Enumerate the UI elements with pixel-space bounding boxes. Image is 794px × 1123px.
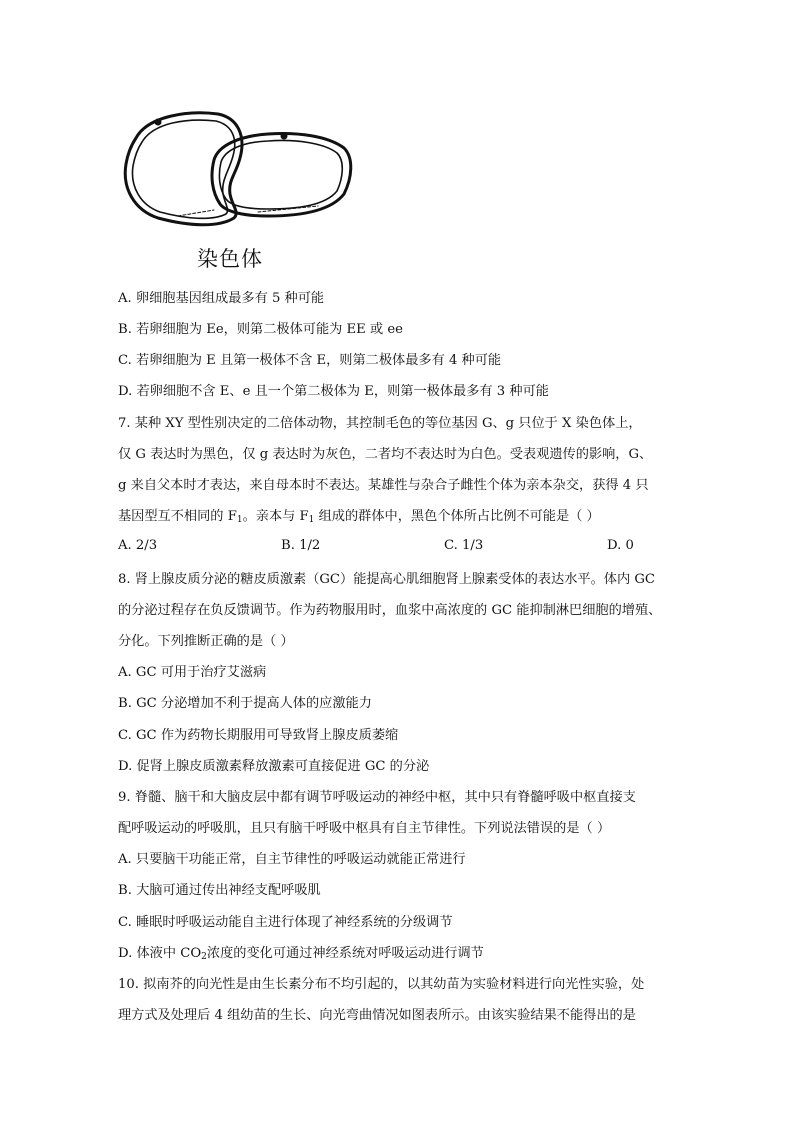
q9-stem-line: 配呼吸运动的呼吸肌，且只有脑干呼吸中枢具有自主节律性。下列说法错误的是（ ） xyxy=(118,821,611,836)
figure-caption: 染色体 xyxy=(197,247,263,271)
q8-stem-line: 8. 肾上腺皮质分泌的糖皮质激素（GC）能提高心肌细胞肾上腺素受体的表达水平。体内 GC xyxy=(118,572,655,587)
q6-option-c: C. 若卵细胞为 E 且第一极体不含 E，则第二极体最多有 4 种可能 xyxy=(118,353,502,368)
q10-stem-line: 10. 拟南芥的向光性是由生长素分布不均引起的，以其幼苗为实验材料进行向光性实验，处 xyxy=(118,977,645,992)
q9-option-d: D. 体液中 $CO_2$浓度的变化可通过神经系统对呼吸运动进行调节 xyxy=(118,946,484,962)
q7-stem-line: 基因型互不相同的 $F_1$。亲本与 $F_1$ 组成的群体中，黑色个体所占比例不可能是（ ） xyxy=(118,509,600,525)
q6-option-a: A. 卵细胞基因组成最多有 5 种可能 xyxy=(118,291,325,306)
q8-option-a: A. GC 可用于治疗艾滋病 xyxy=(118,665,267,680)
q7-option-c: C. 1/3 xyxy=(444,538,484,553)
chromosome-drawing xyxy=(118,108,358,248)
right-chromatid-inner xyxy=(219,141,342,210)
q7-option-b: B. 1/2 xyxy=(281,538,321,553)
q8-stem-line: 的分泌过程存在负反馈调节。作为药物服用时，血浆中高浓度的 GC 能抑制淋巴细胞的增殖、 xyxy=(118,603,662,618)
q8-option-b: B. GC 分泌增加不利于提高人体的应激能力 xyxy=(118,696,372,711)
q9-option-a: A. 只要脑干功能正常，自主节律性的呼吸运动就能正常进行 xyxy=(118,852,466,867)
q6-option-b: B. 若卵细胞为 Ee，则第二极体可能为 EE 或 ee xyxy=(118,322,403,337)
q9-option-c: C. 睡眠时呼吸运动能自主进行体现了神经系统的分级调节 xyxy=(118,915,453,930)
q8-option-c: C. GC 作为药物长期服用可导致肾上腺皮质萎缩 xyxy=(118,728,399,743)
chromosome-figure xyxy=(118,108,358,278)
q7-stem-line: 仅 G 表达时为黑色，仅 g 表达时为灰色，二者均不表达时为白色。受表观遗传的影响，G、 xyxy=(118,447,653,462)
q8-option-d: D. 促肾上腺皮质激素释放激素可直接促进 GC 的分泌 xyxy=(118,759,430,774)
centromere-left xyxy=(155,119,162,126)
q6-option-d: D. 若卵细胞不含 E、e 且一个第二极体为 E，则第一极体最多有 3 种可能 xyxy=(118,384,549,399)
q7-options xyxy=(118,538,678,558)
centromere-right xyxy=(281,133,288,140)
q9-option-b: B. 大脑可通过传出神经支配呼吸肌 xyxy=(118,883,321,898)
q9-stem-line: 9. 脊髓、脑干和大脑皮层中都有调节呼吸运动的神经中枢，其中只有脊髓呼吸中枢直接支 xyxy=(118,790,636,805)
q7-stem-line: g 来自父本时才表达，来自母本时不表达。某雄性与杂合子雌性个体为亲本杂交，获得 4 只 xyxy=(118,478,649,493)
q7-stem-line: 7. 某种 XY 型性别决定的二倍体动物，其控制毛色的等位基因 G、g 只位于 X 染色体上， xyxy=(118,416,642,431)
q8-stem-line: 分化。下列推断正确的是（ ） xyxy=(118,634,294,649)
q7-option-d: D. 0 xyxy=(607,538,634,553)
q10-stem-line: 理方式及处理后 4 组幼苗的生长、向光弯曲情况如图表所示。由该实验结果不能得出的是 xyxy=(118,1008,636,1023)
q7-option-a: A. 2/3 xyxy=(118,538,158,553)
